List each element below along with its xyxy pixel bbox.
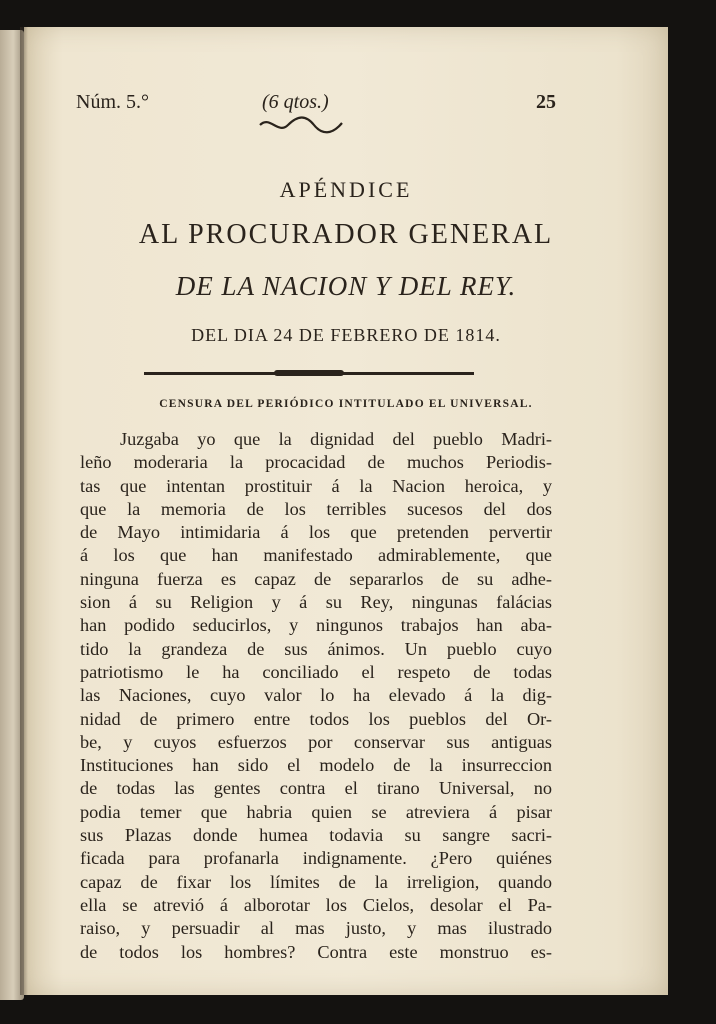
gutter-shadow — [20, 27, 28, 995]
body-line: leño moderaria la procacidad de muchos Periodis- — [80, 452, 552, 473]
body-line: que la memoria de los terribles sucesos del dos — [80, 498, 552, 519]
body-line: han podido seducirlos, y ningunos trabajos han aba- — [80, 615, 552, 636]
body-line: capaz de fixar los límites de la irreligion, quando — [80, 871, 552, 892]
ornament-flourish-icon — [256, 115, 346, 135]
body-line: nidad de primero entre todos los pueblos del Or- — [80, 708, 552, 729]
body-line: ninguna fuerza es capaz de separarlos de su adhe- — [80, 568, 552, 589]
heading-procurador: AL PROCURADOR GENERAL — [138, 219, 554, 250]
book-page — [24, 27, 668, 995]
body-line: sus Plazas donde humea todavia su sangre sacri- — [80, 825, 552, 846]
body-line: á los que han manifestado admirablemente, que — [80, 545, 552, 566]
issue-number: Núm. 5.° — [76, 91, 149, 113]
dateline: DEL DIA 24 DE FEBRERO DE 1814. — [191, 325, 501, 345]
section-heading: CENSURA DEL PERIÓDICO INTITULADO EL UNIVERSAL. — [159, 398, 533, 410]
body-line: Juzgaba yo que la dignidad del pueblo Madri- — [120, 429, 552, 449]
body-line: ficada para profanarla indignamente. ¿Pero quiénes — [80, 848, 552, 869]
quarto-note: (6 qtos.) — [262, 91, 329, 113]
body-line: tas que intentan prostituir á la Nacion heroica, y — [80, 475, 552, 496]
body-line: patriotismo le ha conciliado el respeto de todas — [80, 661, 552, 682]
body-line: de Mayo intimidaria á los que pretenden pervertir — [80, 522, 552, 543]
body-text — [80, 428, 552, 964]
body-line: de todos los hombres? Contra este monstruo es- — [80, 941, 552, 962]
body-line: ella se atrevió á alborotar los Cielos, desolar el Pa- — [80, 894, 552, 915]
body-line: sion á su Religion y á su Rey, ningunas falácias — [80, 592, 552, 613]
body-line: podia temer que habria quien se atreviera á pisar — [80, 801, 552, 822]
body-line: be, y cuyos esfuerzos por conservar sus antiguas — [80, 731, 552, 752]
body-line: Instituciones han sido el modelo de la insurreccion — [80, 755, 552, 776]
body-line: las Naciones, cuyo valor lo ha elevado á la dig- — [80, 685, 552, 706]
decorative-rule — [144, 372, 474, 375]
body-line: de todas las gentes contra el tirano Universal, no — [80, 778, 552, 799]
heading-nacion-rey: DE LA NACION Y DEL REY. — [175, 271, 517, 301]
page-number: 25 — [536, 91, 556, 113]
body-line: tido la grandeza de sus ánimos. Un pueblo cuyo — [80, 638, 552, 659]
heading-apendice: APÉNDICE — [279, 177, 413, 202]
body-line: raiso, y persuadir al mas justo, y mas ilustrado — [80, 918, 552, 939]
